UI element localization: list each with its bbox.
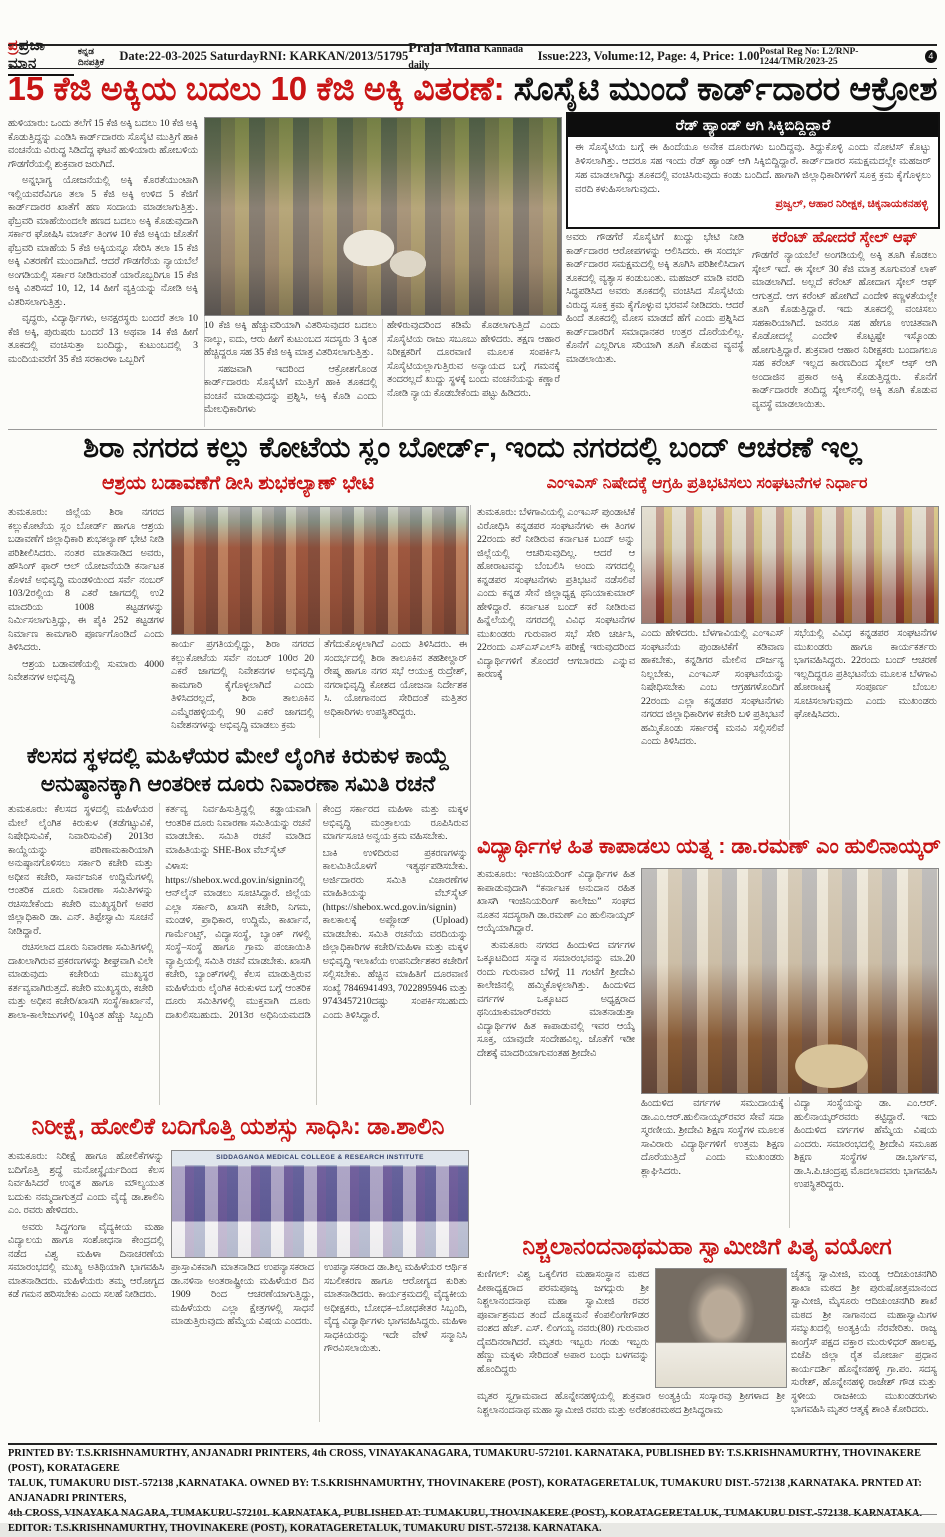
article-shalini-col1: ತುಮಕೂರು: ನಿರೀಕ್ಷೆ ಹಾಗೂ ಹೋಲಿಕೆಗಳನ್ನು ಬದಿಗೊತ್ತಿ ಶ್ರದ್ಧೆ ಮನೋಸ್ಥೈರ್ಯದಿಂದ ಕೆಲಸ ನಿರ್ವಹಿಸಿದರೆ ಉನ್ನತ ಹಾಗೂ ಮೌಲ್ಯಯುತ ಬದುಕು ನಮ್ಮದಾಗುತ್ತದೆ ಎಂದು ವೈದ್ಯೆ ಡಾ.ಶಾಲಿನಿ ಎಂ. ರವರು ಹೇಳಿದರು. ಅವರು ಸಿದ್ಧಗಂಗಾ ವೈದ್ಯಕೀಯ ಮಹಾ ವಿದ್ಯಾಲಯ ಹಾಗೂ ಸಂಶೋಧನಾ ಕೇಂದ್ರದಲ್ಲಿ ನಡೆದ ವಿಶ್ವ ಮಹಿಳಾ ದಿನಾಚರಣೆಯ ಸಮಾರಂಭದಲ್ಲಿ ಮುಖ್ಯ ಅತಿಥಿಯಾಗಿ ಭಾಗವಹಿಸಿ ಮಾತನಾಡಿದರು. ಮಹಿಳೆಯರು ತಮ್ಮ ಆರೋಗ್ಯದ ಕಡೆ ಗಮನ ಹರಿಸಬೇಕು ಎಂದು ಸಲಹೆ ನೀಡಿದರು. xyxy=(8,1151,164,1301)
photo-felicitation-meeting xyxy=(641,868,939,1094)
headline-obituary: ನಿಶ್ಚಲಾನಂದನಾಥಮಹಾ ಸ್ವಾಮೀಜಿಗೆ ಪಿತೃ ವಯೋಗ xyxy=(522,1233,892,1259)
opinion-box xyxy=(566,112,940,229)
lead-headline-black: ಸೊಸೈಟಿ ಮುಂದೆ ಕಾರ್ಡ್‌ದಾರರ ಆಕ್ರೋಶ xyxy=(513,70,938,107)
opinion-box-body: ಈ ಸೊಸೈಟಿಯ ಬಗ್ಗೆ ಈ ಹಿಂದೆಯೂ ಅನೇಕ ದೂರುಗಳು ಬಂದಿದ್ದವು. ತಿದ್ದುಕೊಳ್ಳಿ ಎಂದು ನೋಟಿಸ್ ಕೊಟ್ಟು ತಿಳಿಸಲಾಗಿತ್ತು. ಆದರೂ ಸಹ ಇಂದು ರೆಡ್ ಹ್ಯಾಂಡ್ ಆಗಿ ಸಿಕ್ಕಿಬಿದ್ದಿದ್ದಾರೆ. ಕಾರ್ಡ್‌ದಾರರ ಸಮಕ್ಷಮದಲ್ಲೇ ಮಹಜರ್ ಸಹ ಮಾಡಲಾಗಿದ್ದು ತೂಕದಲ್ಲಿ ವಂಚಿಸಿರುವುದು ಕಂಡು ಬಂದಿದೆ. ಹಾಗಾಗಿ ಜಿಲ್ಲಾಧಿಕಾರಿಗಳಿಗೆ ಸೂಕ್ತ ಕ್ರಮ ಕೈಗೊಳ್ಳಲು ವರದಿ ಕಳುಹಿಸಲಾಗುವುದು. xyxy=(575,142,931,195)
footer-top-rule xyxy=(8,1443,937,1445)
headline-sira-slum-board: ಶಿರಾ ನಗರದ ಕಲ್ಲು ಕೋಟೆಯ ಸ್ಲಂ ಬೋರ್ಡ್, xyxy=(83,432,498,464)
paper-logo-subtitle: ಕನ್ನಡ ದಿನಪತ್ರಿಕೆ xyxy=(77,45,105,67)
subhead-dc-visit: ಆಶ್ರಯ ಬಡಾವಣೆಗೆ ಡೀಸಿ ಶುಭಕಲ್ಯಾಣ್ ಭೇಟಿ xyxy=(102,473,374,494)
article-slum-board-under: ಕಾರ್ಯ ಪ್ರಗತಿಯಲ್ಲಿದ್ದು, ಶಿರಾ ನಗರದ ಕಲ್ಲುಕೋಟೆಯ ಸರ್ವೆ ನಂಬರ್ 100ರ 20 ಎಕರೆ ಜಾಗದಲ್ಲಿ ನಿವೇಶನಗಳ ಅಭಿವೃದ್ಧಿ ಕಾಮಗಾರಿ ಕೈಗೊಳ್ಳಲಾಗಿದೆ ಎಂದು ತಿಳಿಸಿದರಲ್ಲದೆ, ಶಿರಾ ತಾಲೂಕಿನ ಎಮ್ಮೆರಹಳ್ಳಿಯಲ್ಲಿ 90 ಎಕರೆ ಜಾಗದಲ್ಲಿ ನಿವೇಶನಗಳನ್ನು ಅಭಿವೃದ್ಧಿ ಮಾಡಲು ಕ್ರಮ ತೆಗೆದುಕೊಳ್ಳಲಾಗಿದೆ ಎಂದು ತಿಳಿಸಿದರು. ಈ ಸಂದರ್ಭದಲ್ಲಿ ಶಿರಾ ತಾಲೂಕಿನ ತಹಶೀಲ್ದಾರ್ ರೇಷ್ಮ ಹಾಗೂ ನಗರ ಸಭೆ ಆಯುಕ್ತ ರುದ್ರೇಶ್, ನಗರಾಭಿವೃದ್ಧಿ ಕೋಶದ ಯೋಜನಾ ನಿರ್ದೇಶಕ ಸಿ. ಯೋಗಾನಂದ ಸೇರಿದಂತೆ ಮತ್ತಿತರ ಅಧಿಕಾರಿಗಳು ಉಪಸ್ಥಿತರಿದ್ದರು. xyxy=(171,639,467,732)
masthead-rni: RNI: KARKAN/2013/51795 xyxy=(259,49,409,63)
photo-ration-shop-crowd xyxy=(204,117,562,316)
column-divider-mid xyxy=(470,505,471,1105)
subhead-mes-protest: ಎಂಇಎಸ್ ನಿಷೇದಕ್ಕೆ ಆಗ್ರಹಿ ಪ್ರತಿಭಟಿಸಲು ಸಂಘಟನೆಗಳ ನಿರ್ಧಾರ xyxy=(546,475,868,492)
imprint-line-2: TALUK, TUMAKURU DIST.-572138 ,KARNATAKA. OWNED BY: T.S.KRISHNAMURTHY, THOVINAKERE (POST), KORATAGERETALUK, TUMAKURU DIST.-572138 ,KARNATAKA. PRNTED AT: ANJANADRI PRINTERS, xyxy=(8,1477,922,1504)
lead-headline xyxy=(0,72,945,107)
article-obit-bottom: ಮೃತರ ಸ್ವಗ್ರಾಮವಾದ ಹೊನ್ನೇನಹಳ್ಳಿಯಲ್ಲಿ ಶುಕ್ರವಾರ ಅಂತ್ಯಕ್ರಿಯೆ ಸಂಸ್ಕಾರವು ಶ್ರೀಗಳಾದ ಶ್ರೀ ನಿಶ್ಚಲಾನಂದನಾಥ ಮಹಾ ಸ್ವಾಮೀಜಿ ರವರು ಮತ್ತು ಅರೆಶಂಕರಮಠದ ಶ್ರೀಸಿದ್ಧರಾಮ xyxy=(477,1391,785,1416)
article-raman-col1: ತುಮಕೂರು: ಇಂಜಿನಿಯರಿಂಗ್ ವಿದ್ಯಾರ್ಥಿಗಳ ಹಿತ ಕಾಪಾಡುವುದಾಗಿ “ಕರ್ನಾಟಕ ಅನುದಾನ ರಹಿತ ಖಾಸಗಿ ಇಂಜಿನಿಯರಿಂಗ್ ಕಾಲೇಜು” ಸಂಘದ ನೂತನ ಸದಸ್ಯರಾಗಿ ಡಾ.ರಮಣ್ ಎಂ ಹುಲಿನಾಯ್ಕರ್ ಆಯ್ಕೆಯಾಗಿದ್ದಾರೆ. ತುಮಕೂರು ನಗರದ ಹಿಂದುಳಿದ ವರ್ಗಗಳ ಒಕ್ಕೂಟದಿಂದ ಸನ್ಮಾನ ಸಮಾರಂಭವನ್ನು ಮಾ.20 ರಂದು ಗುರುವಾರ ಬೆಳಿಗ್ಗೆ 11 ಗಂಟೆಗೆ ಶ್ರೀದೇವಿ ಕಾಲೇಜಿನಲ್ಲಿ ಹಮ್ಮಿಕೊಳ್ಳಲಾಗಿತ್ತು. ಹಿಂದುಳಿದ ವರ್ಗಗಳ ಒಕ್ಕೂಟದ ಅಧ್ಯಕ್ಷರಾದ ಥನಿಯಾಕುಮಾರ್‌ರವರು ಮಾತನಾಡುತ್ತಾ ವಿದ್ಯಾರ್ಥಿಗಳ ಹಿತ ಕಾಪಾಡುವಲ್ಲಿ ಇವರ ಆಯ್ಕೆ ಸೂಕ್ತ, ಯಾವುದೇ ಸಂದೇಹವಿಲ್ಲ. ಜೊತೆಗೆ ಇಡೀ ದೇಶಕ್ಕೆ ಮಾದರಿಯಾಗುವಂತಹ ಶ್ರೀದೇವಿ xyxy=(477,869,635,1059)
headline-posh-line2: ಅನುಷ್ಠಾನಕ್ಕಾಗಿ ಆಂತರೀಕ ದೂರು ನಿವಾರಣಾ ಸಮಿತಿ ರಚನೆ xyxy=(40,770,436,796)
article-bandh-col1: ತುಮಕೂರು: ಬೆಳಗಾವಿಯಲ್ಲಿ ಎಂಇಎಸ್ ಪುಂಡಾಟಿಕೆ ವಿರೋಧಿಸಿ ಕನ್ನಡಪರ ಸಂಘಟನೆಗಳು ಈ ತಿಂಗಳ 22ರಂದು ಕರೆ ನೀಡಿರುವ ಕರ್ನಾಟಕ ಬಂದ್ ಅನ್ನು ಜಿಲ್ಲೆಯಲ್ಲಿ ಆಚರಿಸುವುದಿಲ್ಲ. ಆದರೆ ಆ ಹೋರಾಟವನ್ನು ಬೆಂಬಲಿಸಿ ಅಂದು ನಗರದಲ್ಲಿ ಕನ್ನಡಪರ ಸಂಘಟನೆಗಳು ಪ್ರತಿಭಟನೆ ನಡೆಸಲಿವೆ ಎಂದು ಕನ್ನಡ ಸೇನೆ ಜಿಲ್ಲಾಧ್ಯಕ್ಷ ಥನಿಯಾಕುಮಾರ್ ಹೇಳಿದ್ದಾರೆ. ಕರ್ನಾಟಕ ಬಂದ್ ಕರೆ ನೀಡಿರುವ ಹಿನ್ನೆಲೆಯಲ್ಲಿ ನಗರದಲ್ಲಿ ವಿವಿಧ ಸಂಘಟನೆಗಳ ಮುಖಂಡರು ಗುರುವಾರ ಸಭೆ ಸೇರಿ ಚರ್ಚಿಸಿ, 22ರಂದು ಎಸ್‌ಎಸ್‌ಎಲ್‌ಸಿ ಪರೀಕ್ಷೆ ಇರುವುದರಿಂದ ವಿದ್ಯಾರ್ಥಿಗಳಿಗೆ ತೊಂದರೆ ಆಗಬಾರದು ಎನ್ನುವ ಕಾರಣಕ್ಕೆ xyxy=(477,507,635,681)
footer-imprint xyxy=(8,1447,937,1537)
photo-deceased-portrait xyxy=(655,1268,787,1388)
article-posh-columns: ತುಮಕೂರು: ಕೆಲಸದ ಸ್ಥಳದಲ್ಲಿ ಮಹಿಳೆಯರ ಮೇಲೆ ಲೈಂಗಿಕ ಕಿರುಕುಳ (ತಡೆಗಟ್ಟುವಿಕೆ, ನಿಷೇಧಿಸುವಿಕೆ, ನಿವಾರಿಸುವಿಕೆ) 2013ರ ಕಾಯ್ದೆಯನ್ನು ಪರಿಣಾಮಕಾರಿಯಾಗಿ ಅನುಷ್ಠಾನಗೊಳಿಸಲು ಸರ್ಕಾರಿ ಕಚೇರಿ ಮತ್ತು ಅಧೀನ ಕಚೇರಿ, ಸಾರ್ವಜನಿಕ ಉದ್ದಿಮೆಗಳಲ್ಲಿ ಆಂತರಿಕ ದೂರು ನಿವಾರಣಾ ಸಮಿತಿಗಳನ್ನು ರಚಿಸಬೇಕೆಂದು ಕಚೇರಿ ಮುಖ್ಯಸ್ಥರಿಗೆ ಅಪರ ಜಿಲ್ಲಾಧಿಕಾರಿ ಡಾ. ಎನ್. ತಿಪ್ಪೇಸ್ವಾಮಿ ಸೂಚನೆ ನೀಡಿದ್ದಾರೆ. ರಚಿಸಲಾದ ದೂರು ನಿವಾರಣಾ ಸಮಿತಿಗಳಲ್ಲಿ ದಾಖಲಾಗಿರುವ ಪ್ರಕರಣಗಳನ್ನು ಶೀಘ್ರವಾಗಿ ವಿಲೇ ಮಾಡುವುದು ಕಚೇರಿಯ ಮುಖ್ಯಸ್ಥರ ಕರ್ತವ್ಯವಾಗಿರುತ್ತದೆ. ಕಚೇರಿ ಮುಖ್ಯಸ್ಥರು, ಕಚೇರಿ ಮತ್ತು ಅಧೀನ ಕಚೇರಿ/ಖಾಸಗಿ ಸಂಸ್ಥೆ/ಕಾರ್ಖಾನೆ, ಶಾಲಾ-ಕಾಲೇಜುಗಳಲ್ಲಿ 10ಕ್ಕಿಂತ ಹೆಚ್ಚು ಸಿಬ್ಬಂದಿ ಕರ್ತವ್ಯ ನಿರ್ವಹಿಸುತ್ತಿದ್ದಲ್ಲಿ ಕಡ್ಡಾಯವಾಗಿ ಆಂತರಿಕ ದೂರು ನಿವಾರಣಾ ಸಮಿತಿಯನ್ನು ರಚನೆ ಮಾಡಬೇಕು. ಸಮಿತಿ ರಚನೆ ಮಾಡಿದ ಮಾಹಿತಿಯನ್ನು SHE-Box ವೆಬ್‌ಸೈಟ್ ವಿಳಾಸ: https://shebox.wcd.gov.in/signinನಲ್ಲಿ ಆನ್‌ಲೈನ್ ಮಾಡಲು ಸೂಚಿಸಿದ್ದಾರೆ. ಜಿಲ್ಲೆಯ ಎಲ್ಲಾ ಸರ್ಕಾರಿ, ಖಾಸಗಿ ಕಚೇರಿ, ನಿಗಮ, ಮಂಡಳಿ, ಪ್ರಾಧಿಕಾರ, ಉದ್ದಿಮೆ, ಕಾರ್ಖಾನೆ, ಗಾರ್ಮೆಂಟ್ಸ್, ವಿದ್ಯಾಸಂಸ್ಥೆ, ಬ್ಯಾಂಕ್ ಗಳಲ್ಲಿ ಸಂಸ್ಥೆ–ಸಂಸ್ಥೆ ಹಾಗೂ ಗ್ರಾಮ ಪಂಚಾಯಿತಿ ವ್ಯಾಪ್ತಿಯಲ್ಲಿ ಸಮಿತಿ ರಚನೆ ಮಾಡಬೇಕು. ಖಾಸಗಿ ಕಚೇರಿ, ಬ್ಯಾಂಕ್‌ಗಳಲ್ಲಿ ಕೆಲಸ ಮಾಡುತ್ತಿರುವ ಮಹಿಳೆಯರು ಲೈಂಗಿಕ ಕಿರುಕುಳದ ಬಗ್ಗೆ ಆಂತರಿಕ ದೂರು ಸಮಿತಿಗಳಲ್ಲಿ ಮುಕ್ತವಾಗಿ ದೂರು ದಾಖಲಿಸಬಹುದು. 2013ರ ಅಧಿನಿಯಮದಡಿ ಕೇಂದ್ರ ಸರ್ಕಾರದ ಮಹಿಳಾ ಮತ್ತು ಮಕ್ಕಳ ಅಭಿವೃದ್ಧಿ ಮಂತ್ರಾಲಯ ರೂಪಿಸಿರುವ ಮಾರ್ಗಸೂಚಿ ಅನ್ವಯ ಕ್ರಮ ವಹಿಸಬೇಕು. ಬಾಕಿ ಉಳಿದಿರುವ ಪ್ರಕರಣಗಳನ್ನು ಕಾಲಮಿತಿಯೊಳಗೆ ಇತ್ಯರ್ಥಪಡಿಸಬೇಕು. ಅರ್ಜಿದಾರರು ಸಮಿತಿ ವಿಚಾರಣೆಗಳ ಮಾಹಿತಿಯನ್ನು ವೆಬ್‌ಸೈಟ್ (https://shebox.wcd.gov.in/signin) ಕಾಲಕಾಲಕ್ಕೆ ಅಪ್ಲೋಡ್ (Upload) ಮಾಡಬೇಕು. ಸಮಿತಿ ರಚನೆಯ ವರದಿಯನ್ನು ಜಿಲ್ಲಾಧಿಕಾರಿಗಳ ಕಚೇರಿ/ಮಹಿಳಾ ಮತ್ತು ಮಕ್ಕಳ ಅಭಿವೃದ್ಧಿ ಇಲಾಖೆಯ ಉಪನಿರ್ದೇಶಕರ ಕಚೇರಿಗೆ ಸಲ್ಲಿಸಬೇಕು. ಹೆಚ್ಚಿನ ಮಾಹಿತಿಗೆ ದೂರವಾಣಿ ಸಂಖ್ಯೆ 7846941493, 7022895946 ಮತ್ತು 9743457210ದಷ್ಟು ಸಂಪರ್ಕಿಸಬಹುದು ಎಂದು ತಿಳಿಸಿದ್ದಾರೆ. xyxy=(8,804,468,1021)
section-headline-sira-bandh xyxy=(0,432,945,465)
headline-raman-hulinaykar: ವಿದ್ಯಾರ್ಥಿಗಳ ಹಿತ ಕಾಪಾಡಲು ಯತ್ನ : ಡಾ.ರಮಣ್ ಎಂ ಹುಲಿನಾಯ್ಕರ್ xyxy=(477,835,941,858)
headline-no-bandh: ಇಂದು ನಗರದಲ್ಲಿ ಬಂದ್ ಆಚರಣೆ ಇಲ್ಲ xyxy=(497,432,862,464)
article-raman-under: ಹಿಂದುಳಿದ ವರ್ಗಗಳ ಸಮುದಾಯಕ್ಕೆ ಡಾ.ಎಂ.ಆರ್.ಹುಲಿನಾಯ್ಕರ್‌ರವರ ಸೇವೆ ಸದಾ ಸ್ಮರಣೀಯ. ಶ್ರೀದೇವಿ ಶಿಕ್ಷಣ ಸಂಸ್ಥೆಗಳ ಮೂಲಕ ಸಾವಿರಾರು ವಿದ್ಯಾರ್ಥಿಗಳಿಗೆ ಉತ್ತಮ ಶಿಕ್ಷಣ ದೊರೆಯುತ್ತಿದೆ ಎಂದು ಮುಖಂಡರು ಶ್ಲಾಘಿಸಿದರು. ವಿದ್ಯಾ ಸಂಸ್ಥೆಯನ್ನು ಡಾ. ಎಂ.ಆರ್. ಹುಲಿನಾಯ್ಕರ್‌ರವರು ಕಟ್ಟಿದ್ದಾರೆ. ಇದು ಹಿಂದುಳಿದ ವರ್ಗಗಳ ಹೆಮ್ಮೆಯ ವಿಷಯ ಎಂದರು. ಸಮಾರಂಭದಲ್ಲಿ ಶ್ರೀದೇವಿ ಸಮೂಹ ಶಿಕ್ಷಣ ಸಂಸ್ಥೆಗಳ ಡಾ.ಭಾರ್ಗವ, ಡಾ.ಸಿ.ಪಿ.ಚಂದ್ರಪ್ಪ ಮೊದಲಾದವರು ಭಾಗವಹಿಸಿ ಉಪಸ್ಥಿತರಿದ್ದರು. xyxy=(641,1098,937,1191)
article-obit-col-a: ಕುಣಿಗಲ್: ವಿಶ್ವ ಒಕ್ಕಲಿಗರ ಮಹಾಸಂಸ್ಥಾನ ಮಠದ ಪೀಠಾಧ್ಯಕ್ಷರಾದ ಪರಮಪೂಜ್ಯ ಜಗದ್ಗುರು ಶ್ರೀ ನಿಶ್ಚಲಾನಂದನಾಥ ಮಹಾ ಸ್ವಾಮೀಜಿ ರವರ ಪೂರ್ವಾಶ್ರಮದ ತಂದೆ ದೊಡ್ಡಮನೆ ಕೆಂಪಲಿಂಗೇಗೌಡರ ವಂಶದ ಹೆಚ್. ಎಸ್. ಲಿಂಗಯ್ಯ ನವರು(80) ಗುರುವಾರ ದೈವದಿನರಾಗಿದರೆ. ಮೃತರು ಇಬ್ಬರು ಗಂಡು ಇಬ್ಬರು ಹೆಣ್ಣು ಮಕ್ಕಳು ಸೇರಿದಂತೆ ಅಪಾರ ಬಂಧು ಬಳಗವನ್ನು ಹೊಂದಿದ್ದರು xyxy=(477,1269,649,1375)
photo-medical-college-event xyxy=(171,1150,469,1258)
article-obit-col-b: ಚೈತನ್ಯ ಸ್ವಾಮೀಜಿ, ಮಂಡ್ಯ ಆದಿಚುಂಚನಗಿರಿ ಶಾಖಾ ಮಠದ ಶ್ರೀ ಪುರುಷೋತ್ತಮಾನಂದ ಸ್ವಾಮೀಜಿ, ಮೈಸೂರು ಆದಿಚುಂಚನಗಿರಿ ಶಾಖೆ ಮಠದ ಶ್ರೀ ನಾಗಾನಂದ ಮಹಾಸ್ವಾಮಿಗಳ ಸಮ್ಮುಖದಲ್ಲಿ ಅಂತ್ಯಕ್ರಿಯೆ ನೆರವೇರಿತು. ರಾಜ್ಯ ಕಾಂಗ್ರೆಸ್ ಪಕ್ಷದ ವಕ್ತಾರ ಮುರುಳಿಧರ್ ಹಾಲಪ್ಪ, ಬಿಜೆಪಿ ಜಿಲ್ಲಾ ರೈತ ಮೋರ್ಚಾ ಪ್ರಧಾನ ಕಾರ್ಯದರ್ಶಿ ಹೊನ್ನೇನಹಳ್ಳಿ ಗ್ರಾ.ಪಂ. ಸದಸ್ಯ ಸುರೇಶ್, ಹೊನ್ನೇನಹಳ್ಳಿ ರಾಜೇಶ್ ಗೌಡ ಮತ್ತು ಸ್ಥಳೀಯ ರಾಜಕೀಯ ಮುಖಂಡರುಗಳು ಭಾಗವಹಿಸಿ ಮೃತರ ಆತ್ಮಕ್ಕೆ ಶಾಂತಿ ಕೋರಿದರು. xyxy=(791,1269,937,1416)
masthead xyxy=(8,38,937,72)
article-slum-board-col1: ತುಮಕೂರು: ಜಿಲ್ಲೆಯ ಶಿರಾ ನಗರದ ಕಲ್ಲುಕೋಟೆಯ ಸ್ಲಂ ಬೋರ್ಡ್ ಹಾಗೂ ಆಶ್ರಯ ಬಡಾವಣೆಗೆ ಜಿಲ್ಲಾಧಿಕಾರಿ ಶುಭಕಲ್ಯಾಣ್ ಭೇಟಿ ನೀಡಿ ಪರಿಶೀಲಿಸಿದರು. ನಂತರ ಮಾತನಾಡಿದ ಅವರು, ಹೌಸಿಂಗ್ ಫಾರ್ ಆಲ್ ಯೋಜನೆಯಡಿ ಕರ್ನಾಟಕ ಕೊಳಚೆ ಅಭಿವೃದ್ಧಿ ಮಂಡಳಿಯಿಂದ ಸರ್ವೆ ನಂಬರ್ 103/2ರಲ್ಲಿಯ 8 ಎಕರೆ ಜಾಗದಲ್ಲಿ ಉ2 ಮಾದರಿಯ 1008 ಕಟ್ಟಡಗಳನ್ನು ನಿರ್ಮಿಸಲಾಗುತ್ತಿದ್ದು, ಈ ಪೈಕಿ 252 ಕಟ್ಟಡಗಳ ನಿರ್ಮಾಣ ಕಾಮಗಾರಿ ಪೂರ್ಣಗೊಂಡಿದೆ ಎಂದು ತಿಳಿಸಿದರು. ಆಶ್ರಯ ಬಡಾವಣೆಯಲ್ಲಿ ಸುಮಾರು 4000 ನಿವೇಶನಗಳ ಅಭಿವೃದ್ಧಿ xyxy=(8,507,164,684)
paper-name-english: Praja Mana Kannada daily xyxy=(408,40,524,71)
photo-dc-site-visit xyxy=(171,506,469,635)
lead-article-mid-columns: 10 ಕೆಜಿ ಅಕ್ಕಿ ಹೆಚ್ಚುವರಿಯಾಗಿ ವಿತರಿಸುವುದರ ಬದಲು ನಾಲ್ಕು, ಐದು, ಆರು ಹೀಗೆ ಕುಟುಂಬದ ಸದಸ್ಯರು 3 ಕ್ಕಿಂತ ಹೆಚ್ಚಿದ್ದರೂ ಸಹ 35 ಕೆಜಿ ಅಕ್ಕಿ ಮಾತ್ರ ವಿತರಿಸಲಾಗುತ್ತಿತ್ತು. ಸಹಜವಾಗಿ ಇದರಿಂದ ಆಕ್ರೋಶಗೊಂಡ ಕಾರ್ಡ್‌ದಾರರು ಸೊಸೈಟಿಗೆ ಮುತ್ತಿಗೆ ಹಾಕಿ ತೂಕದಲ್ಲಿ ವಂಚನೆ ಮಾಡುವುದನ್ನು ಪ್ರಶ್ನಿಸಿ, ಅಕ್ಕಿ ಕೊಡಿ ಎಂದು ಮೇಲಧಿಕಾರಿಗಳು ಹೇಳಿರುವುದರಿಂದ ಕಡಿಮೆ ಕೊಡಲಾಗುತ್ತಿದೆ ಎಂದು ಸೊಸೈಟಿಯ ರಾಜು ಸಬೂಬು ಹೇಳಿದರು. ತಕ್ಷಣ ಆಹಾರ ನಿರೀಕ್ಷಕರಿಗೆ ದೂರವಾಣಿ ಮೂಲಕ ಸಂಪರ್ಕಿಸಿ ಸೊಸೈಟಿಯಲ್ಲಾಗುತ್ತಿರುವ ಅನ್ಯಾಯದ ಬಗ್ಗೆ ಗಮನಕ್ಕೆ ತಂದರಲ್ಲದೆ ಖುದ್ದು ಸ್ಥಳಕ್ಕೆ ಬಂದು ವಂಚನೆಯನ್ನು ಕಣ್ಣಾರೆ ನೋಡಿ ನ್ಯಾಯ ಕೊಡಬೇಕೆಂದು ಪಟ್ಟು ಹಿಡಿದರು. xyxy=(204,320,560,416)
masthead-date: Date:22-03-2025 Saturday xyxy=(119,49,260,63)
footer-bottom-rule xyxy=(8,1514,937,1515)
opinion-box-title: ರೆಡ್ ಹ್ಯಾಂಡ್ ಆಗಿ ಸಿಕ್ಕಿಬಿದ್ದಿದ್ದಾರೆ xyxy=(568,114,938,137)
page-number-badge: 4 xyxy=(925,50,937,63)
lead-article-col1: ಹುಳಿಯಾರು: ಒಂದು ತಲೆಗೆ 15 ಕೆಜಿ ಅಕ್ಕಿ ಬದಲು 10 ಕೆಜಿ ಅಕ್ಕಿ ಕೊಡುತ್ತಿದ್ದನ್ನು ಎಂಡಿಸಿ ಕಾರ್ಡ್‌ದಾರರು ಸೊಸೈಟಿ ಮುತ್ತಿಗೆ ಹಾಕಿ ವಂಚನೆಯ ವಿರುದ್ಧ ಸಿಡಿದೆದ್ದ ಘಟನೆ ಹುಳಿಯಾರು ಹೋಬಳಿಯ ಗೌಡಗೆರೆಯಲ್ಲಿ ಶುಕ್ರವಾರ ಜರುಗಿದೆ. ಅನ್ನಭಾಗ್ಯ ಯೋಜನೆಯಲ್ಲಿ ಅಕ್ಕಿ ಕೊರತೆಯುಂಟಾಗಿ ಇಲ್ಲಿಯವರೆವಿಗೂ ತಲಾ 5 ಕೆಜಿ ಅಕ್ಕಿ ಉಳಿದ 5 ಕೆಜಿಗೆ ಕಾರ್ಡ್‌ದಾರರ ಖಾತೆಗೆ ಹಣ ಸಂದಾಯ ಮಾಡಲಾಗುತ್ತಿತ್ತು. ಫೆಬ್ರವರಿ ಮಾಹೆಯಿಂದಲೇ ಹಣದ ಬದಲು ಅಕ್ಕಿ ಕೊಡುವುದಾಗಿ ಸರ್ಕಾರ ಘೋಷಿಸಿ ಮಾರ್ಚ್ ತಿಂಗಳ 10 ಕೆಜಿ ಅಕ್ಕಿಯ ಜೊತೆಗೆ ಫೆಬ್ರವರಿ ಮಾಹೆಯ 5 ಕೆಜಿ ಅಕ್ಕಿಯನ್ನೂ ಸೇರಿಸಿ ತಲಾ 15 ಕೆಜಿ ಅಕ್ಕಿ ವಿತರಣೆಗೆ ಮುಂದಾಗಿದೆ. ಆದರೆ ಗೌಡಗೆರೆಯ ನ್ಯಾಯಬೆಲೆ ಅಂಗಡಿಯಲ್ಲಿ ಸರ್ಕಾರ ನೀಡಿರುವಂತೆ ಯಾರೊಬ್ಬರಿಗೂ 15 ಕೆಜಿ ಅಕ್ಕಿ ವಿತರಿಸದೆ 10, 12, 14 ಹೀಗೆ ವ್ಯಕ್ತಿಯನ್ನು ನೋಡಿ ಅಕ್ಕಿ ವಿತರಿಸಲಾಗುತ್ತಿತ್ತು. ವೃದ್ಧರು, ವಿದ್ಯಾರ್ಥಿಗಳು, ಅನಕ್ಷರಸ್ಥರು ಬಂದರೆ ತಲಾ 10 ಕೆಜಿ ಅಕ್ಕಿ, ಪುರುಷರು ಬಂದರೆ 13 ಅಥವಾ 14 ಕೆಜಿ ಹೀಗೆ ತೂಕದಲ್ಲಿ ವಂಚಿಸುತ್ತಾ ಬಂದಿದ್ದು, ಕುಟುಂಬದಲ್ಲಿ 3 ಮಂದಿಯವರೆಗೆ 35 ಕೆಜಿ ಸರಕಾರಳಾ ಒಬ್ಬರಿಗೆ xyxy=(8,117,205,427)
opinion-box-byline: ಪ್ರಜ್ವಲ್, ಆಹಾರ ನಿರೀಕ್ಷಕ, ಚಿಕ್ಕನಾಯಕನಹಳ್ಳಿ xyxy=(775,198,928,210)
headline-posh-act xyxy=(8,742,468,797)
masthead-postal-reg: Postal Reg No: L2/RNP-1244/TMR/2023-25 xyxy=(759,46,859,67)
headline-posh-line1: ಕೆಲಸದ ಸ್ಥಳದಲ್ಲಿ ಮಹಿಳೆಯರ ಮೇಲೆ ಲೈಂಗಿಕ ಕಿರುಕುಳ ಕಾಯ್ದೆ xyxy=(26,743,450,768)
lead-headline-red: 15 ಕೆಜಿ ಅಕ್ಕಿಯ ಬದಲು 10 ಕೆಜಿ ಅಕ್ಕಿ ವಿತರಣೆ: xyxy=(7,70,514,107)
subhead-scale-off: ಕರೆಂಟ್ ಹೋದರೆ ಸ್ಕೇಲ್ ಆಫ್ xyxy=(771,229,918,246)
paper-logo: ಪ್ರಪ್ರಜಾ ಮಾನ xyxy=(8,37,74,76)
article-shalini-under: ಪ್ರಾಸ್ತಾವಿಕವಾಗಿ ಮಾತನಾಡಿದ ಉಪನ್ಯಾಸಕರಾದ ಡಾ.ನಳಿನಾ ಅಂತರಾಷ್ಟ್ರೀಯ ಮಹಿಳೆಯರ ದಿನ 1909 ರಿಂದ ಆಚರಣೆಯಾಗುತ್ತಿದ್ದು, ಮಹಿಳೆಯರು ಎಲ್ಲಾ ಕ್ಷೇತ್ರಗಳಲ್ಲಿ ಸಾಧನೆ ಮಾಡುತ್ತಿರುವುದು ಹೆಮ್ಮೆಯ ವಿಷಯ ಎಂದರು. ಉಪನ್ಯಾಸಕರಾದ ಡಾ.ಶಿಲ್ಪ ಮಹಿಳೆಯರ ಆರ್ಥಿಕ ಸಬಲೀಕರಣ ಹಾಗೂ ಆರೋಗ್ಯದ ಕುರಿತು ಮಾತನಾಡಿದರು. ಕಾರ್ಯಕ್ರಮದಲ್ಲಿ ವೈದ್ಯಕೀಯ ಅಧೀಕ್ಷಕರು, ಬೋಧಕ–ಬೋಧಕೇತರ ಸಿಬ್ಬಂದಿ, ವೈದ್ಯ ವಿದ್ಯಾರ್ಥಿಗಳು ಭಾಗವಹಿಸಿದ್ದರು. ಮಹಿಳಾ ಸಾಧಕಿಯರನ್ನು ಇದೇ ವೇಳೆ ಸನ್ಮಾನಿಸಿ ಗೌರವಿಸಲಾಯಿತು. xyxy=(171,1262,467,1355)
masthead-issue-info: Issue:223, Volume:12, Page: 4, Price: 1.00 xyxy=(537,49,760,63)
imprint-line-4: EDITOR: T.S.KRISHNAMURTHY, THOVINAKERE (POST), KORATAGERETALUK, TUMAKURU DIST.-572138. KARNATAKA. xyxy=(8,1522,602,1534)
article-bandh-under: ಎಂದು ಹೇಳಿದರು. ಬೆಳಗಾವಿಯಲ್ಲಿ ಎಂಇಎಸ್ ಸಂಘಟನೆಯ ಪುಂಡಾಟಿಕೆಗೆ ಕಡಿವಾಣ ಹಾಕಬೇಕು, ಕನ್ನಡಿಗರ ಮೇಲಿನ ದೌರ್ಜನ್ಯ ನಿಲ್ಲಬೇಕು, ಎಂಇಎಸ್ ಸಂಘಟನೆಯನ್ನು ನಿಷೇಧಿಸಬೇಕು ಎಂಬ ಆಗ್ರಹಗಳೊಂದಿಗೆ 22ರಂದು ಎಲ್ಲಾ ಕನ್ನಡಪರ ಸಂಘಟನೆಗಳು ನಗರದ ಜಿಲ್ಲಾಧಿಕಾರಿಗಳ ಕಚೇರಿ ಬಳಿ ಪ್ರತಿಭಟನೆ ಹಮ್ಮಿಕೊಂಡು ಸರ್ಕಾರಕ್ಕೆ ಮನವಿ ಸಲ್ಲಿಸಲಿವೆ ಎಂದು ತಿಳಿಸಿದರು. ಸಭೆಯಲ್ಲಿ ವಿವಿಧ ಕನ್ನಡಪರ ಸಂಘಟನೆಗಳ ಮುಖಂಡರು ಹಾಗೂ ಕಾರ್ಯಕರ್ತರು ಭಾಗವಹಿಸಿದ್ದರು. 22ರಂದು ಬಂದ್ ಆಚರಣೆ ಇಲ್ಲದಿದ್ದರೂ ಪ್ರತಿಭಟನೆಯ ಮೂಲಕ ಬೆಳಗಾವಿ ಹೋರಾಟಕ್ಕೆ ಸಂಪೂರ್ಣ ಬೆಂಬಲ ಸೂಚಿಸಲಾಗುವುದು ಎಂದು ಮುಖಂಡರು ಘೋಷಿಸಿದರು. xyxy=(641,628,937,748)
lead-article-right-col: ಅವರು ಗೌಡಗೆರೆ ಸೊಸೈಟಿಗೆ ಖುದ್ದು ಭೇಟಿ ನೀಡಿ ಕಾರ್ಡ್‌ದಾರರ ಆರೋಪಗಳನ್ನು ಆಲಿಸಿದರು. ಈ ಸಂದರ್ಭ ಕಾರ್ಡ್‌ದಾರರ ಸಮಕ್ಷಮದಲ್ಲಿ ಅಕ್ಕಿ ತೂಗಿಸಿ ಪರಿಶೀಲಿಸಿದಾಗ ತೂಕದಲ್ಲಿ ವ್ಯತ್ಯಾಸ ಕಂಡುಬಂತು. ಮಹಜರ್ ಮಾಡಿ ವರದಿ ಸಿದ್ಧಪಡಿಸಿದ ಅವರು ತೂಕದಲ್ಲಿ ವಂಚಿಸಿದ ಸೊಸೈಟಿಯ ವಿರುದ್ಧ ಸೂಕ್ತ ಕ್ರಮ ಕೈಗೊಳ್ಳುವ ಭರವಸೆ ನೀಡಿದರು. ಆದರೆ ಹಿಂದೆ ತೂಕದಲ್ಲಿ ಮೋಸ ಮಾಡದೆ ಹೆಗೆ ಎಂದು ಪ್ರಶ್ನಿಸಿದ ಕಾರ್ಡ್‌ದಾರರಿಗೆ ಸಮಾಧಾನಕರ ಉತ್ತರ ದೊರೆಯಲಿಲ್ಲ. ಕೊನೆಗೆ ಎಲ್ಲರಿಗೂ ಸರಿಯಾಗಿ ತೂಗಿ ಕೊಡುವ ವ್ಯವಸ್ಥೆ ಮಾಡಲಾಯಿತು. xyxy=(566,232,744,365)
photo-banner-text: SIDDAGANGA MEDICAL COLLEGE & RESEARCH INSTITUTE xyxy=(172,1151,468,1165)
imprint-line-1: PRINTED BY: T.S.KRISHNAMURTHY, ANJANADRI PRINTERS, 4th CROSS, VINAYAKANAGARA, TUMAKURU-572101. KARNATAKA, PUBLISHED BY: T.S.KRISHNAMURTHY, THOVINAKERE (POST), KORATAGERE xyxy=(8,1448,921,1474)
photo-protest-leaders-group xyxy=(641,506,939,624)
headline-shalini: ನಿರೀಕ್ಷೆ, ಹೋಲಿಕೆ ಬದಿಗೊತ್ತಿ ಯಶಸ್ಸು ಸಾಧಿಸಿ: ಡಾ.ಶಾಲಿನಿ xyxy=(31,1113,445,1139)
lead-article-scale-col: ಗೌಡಗೆರೆ ನ್ಯಾಯಬೆಲೆ ಅಂಗಡಿಯಲ್ಲಿ ಅಕ್ಕಿ ತೂಗಿ ಕೊಡಲು ಸ್ಕೇಲ್ ಇದೆ. ಈ ಸ್ಕೇಲ್ 30 ಕೆಜಿ ಮಾತ್ರ ತೂಗುವಂತೆ ಲಾಕ್ ಮಾಡಲಾಗಿದೆ. ಅಲ್ಲದೆ ಕರೆಂಟ್ ಹೋದಾಗ ಸ್ಕೇಲ್ ಆಫ್ ಆಗುತ್ತದೆ. ಆಗ ಕರೆಂಟ್ ಹೋಗಿದೆ ಎಂದೇಳಿ ಕಣ್ಣಳತೆಯಲ್ಲೇ ತೂಗಿ ಕೊಡುತ್ತಿದ್ದಾರೆ. ಇದು ತೂಕದಲ್ಲಿ ವಂಚಿಸಲು ಸಹಕಾರಿಯಾಗಿದೆ. ಜನರೂ ಸಹ ಹೇಗೂ ಉಚಿತವಾಗಿ ಕೊಡೋದಲ್ಲೆ ಎಂದೇಳಿ ಕೊಟ್ಟಷ್ಟೇ ಇಸ್ಕೊಂಡು ಹೋಗುತ್ತಿದ್ದಾರೆ. ಶುಕ್ರವಾರ ಆಹಾರ ನಿರೀಕ್ಷಕರು ಬಂದಾಗಲೂ ಸಹ ಕರೆಂಟ್ ಇಲ್ಲದ ಕಾರಣದಿಂದ ಸ್ಕೇಲ್ ಆಫ್ ಆಗಿ ಅಂದಾಜಿನ ಪ್ರಕಾರ ಅಕ್ಕಿ ಕೊಡುತ್ತಿದ್ದರು. ಕೊನೆಗೆ ಕಾರ್ಡ್‌ದಾರರೇ ತಂದಿದ್ದ ಸ್ಕೇಲ್‌ನಲ್ಲಿ ಅಕ್ಕಿ ತೂಗಿ ಕೊಡುವ ವ್ಯವಸ್ಥೆ ಮಾಡಲಾಯಿತು. xyxy=(752,250,937,410)
section-rule-1 xyxy=(8,429,937,430)
